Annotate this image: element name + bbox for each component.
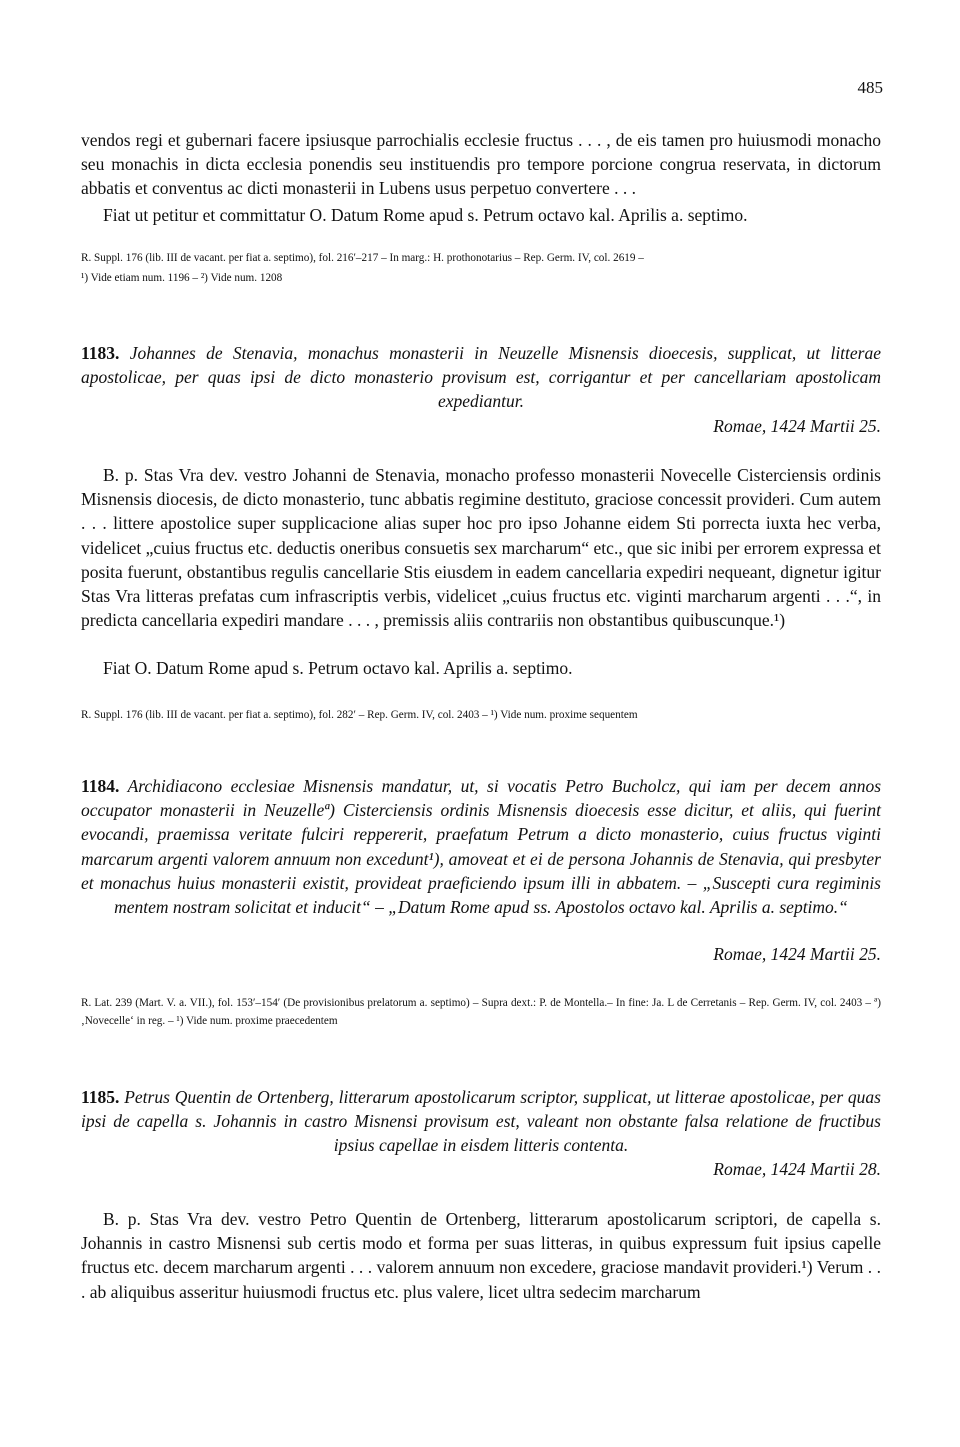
continuation-paragraph: vendos regi et gubernari facere ipsiusque parrochialis ecclesie fructus . . . , de eis tamen pro huiusmodi monacho seu monachis in dicta ecclesia ponendis seu instituendis pro tempore porcione congrua reservata, in dictorum abbatis et conventus ac dicti monasterii in Lubens usus perpetuo convertere . . . [81, 130, 881, 199]
entry-summary: Petrus Quentin de Ortenberg, litterarum apostolicarum scriptor, supplicat, ut litterae apostolicae, per quas ipsi de capella s. Johannis in castro Misnensi provisum est, valeant non obstante falsa relatione de fructibus ipsius capellae in eisdem litteris contenta. [81, 1087, 881, 1156]
entry-heading-1184 [81, 774, 881, 919]
entry-number: 1183. [81, 343, 120, 363]
entry-summary: Archidiacono ecclesiae Misnensis mandatur, ut, si vocatis Petro Bucholcz, qui iam per decem annos occupator monasterii in Neuzelleª) Cisterciensis ordinis Misnensis dioecesis esse dicitur, et aliis, qui fuerint evocandi, praemissa veritate fulciri reppererit, praefatum Petrum a dicto monasterio, cuius fructus viginti marcarum argenti valorem annuum non excedunt¹), amoveat et ei de persona Johannis de Stenavia, qui presbyter et monachus huius monasterii existit, provideat praeficiendo ipsum illi in abbatem. – „Suscepti cura regiminis mentem nostram solicitat et inducit“ – „Datum Rome apud ss. Apostolos octavo kal. Aprilis a. septimo.“ [81, 776, 881, 918]
entry-date: Romae, 1424 Martii 28. [713, 1159, 881, 1179]
entry-body: B. p. Stas Vra dev. vestro Johanni de Stenavia, monacho professo monasterii Novecelle Cisterciensis ordinis Misnensis diocesis, de dicto monasterio, tunc abbatis regimine destituto, graciose concessit provideri. Cum autem . . . littere apostolice super supplicacione alias super hoc pro ipso Johanne eidem Sti porrecta iuxta hec verba, videlicet „cuius fructus etc. deductis oneribus consuetis sex marcharum“ etc., que sic inibi per errorem expressa et posita fuerunt, obstantibus regulis cancellarie Stis eiusdem in eadem cancellaria expediri nequeant, dignetur igitur Stas Vra litteras prefatas cum infrascriptis verbis, videlicet „cuius fructus etc. viginti marcharum argenti . . .“, in predicta cancellaria expediri mandare . . . , premissis aliis contrariis non obstantibus quibuscunque.¹) [81, 465, 881, 631]
entry-number: 1185. [81, 1087, 120, 1107]
fiat-line: Fiat ut petitur et committatur O. Datum Rome apud s. Petrum octavo kal. Aprilis a. septimo. [103, 205, 748, 225]
entry-date: Romae, 1424 Martii 25. [713, 944, 881, 964]
entry-heading-1183 [81, 341, 881, 414]
entry-body: B. p. Stas Vra dev. vestro Petro Quentin de Ortenberg, litterarum apostolicarum scriptori, de capella s. Johannis in castro Misnensi sub certis modo et forma per suas litteras, in quibus expressum fuit ipsius capelle fructus etc. decem marcharum argenti . . . valorem annuum non excedere, graciose mandavit provideri.¹) Verum . . . ab aliquibus asseritur huiusmodi fructus etc. plus valere, licet ultra sedecim marcharum [81, 1209, 881, 1302]
fiat-line: Fiat O. Datum Rome apud s. Petrum octavo kal. Aprilis a. septimo. [103, 658, 573, 678]
footnote-line: R. Lat. 239 (Mart. V. a. VII.), fol. 153′–154′ (De provisionibus prelatorum a. septimo) – Supra dext.: P. de Montella.– In fine: Ja. L de Cerretanis – Rep. Germ. IV, col. 2403 – ª) ‚Novecelle‘ in reg. – ¹) Vide num. proxime praecedentem [81, 997, 881, 1027]
footnote-line: R. Suppl. 176 (lib. III de vacant. per fiat a. septimo), fol. 216′–217 – In marg.: H. prothonotarius – Rep. Germ. IV, col. 2619 – [81, 252, 644, 264]
entry-date: Romae, 1424 Martii 25. [713, 416, 881, 436]
entry-number: 1184. [81, 776, 120, 796]
entry-heading-1185 [81, 1085, 881, 1158]
footnote-line: ¹) Vide etiam num. 1196 – ²) Vide num. 1208 [81, 272, 283, 284]
page-number: 485 [857, 78, 883, 97]
entry-summary: Johannes de Stenavia, monachus monasterii in Neuzelle Misnensis dioecesis, supplicat, ut litterae apostolicae, per quas ipsi de dicto monasterio provisum est, corrigantur et per cancellariam apostolicam expediantur. [81, 343, 882, 412]
footnote-line: R. Suppl. 176 (lib. III de vacant. per fiat a. septimo), fol. 282′ – Rep. Germ. IV, col. 2403 – ¹) Vide num. proxime sequentem [81, 709, 638, 721]
